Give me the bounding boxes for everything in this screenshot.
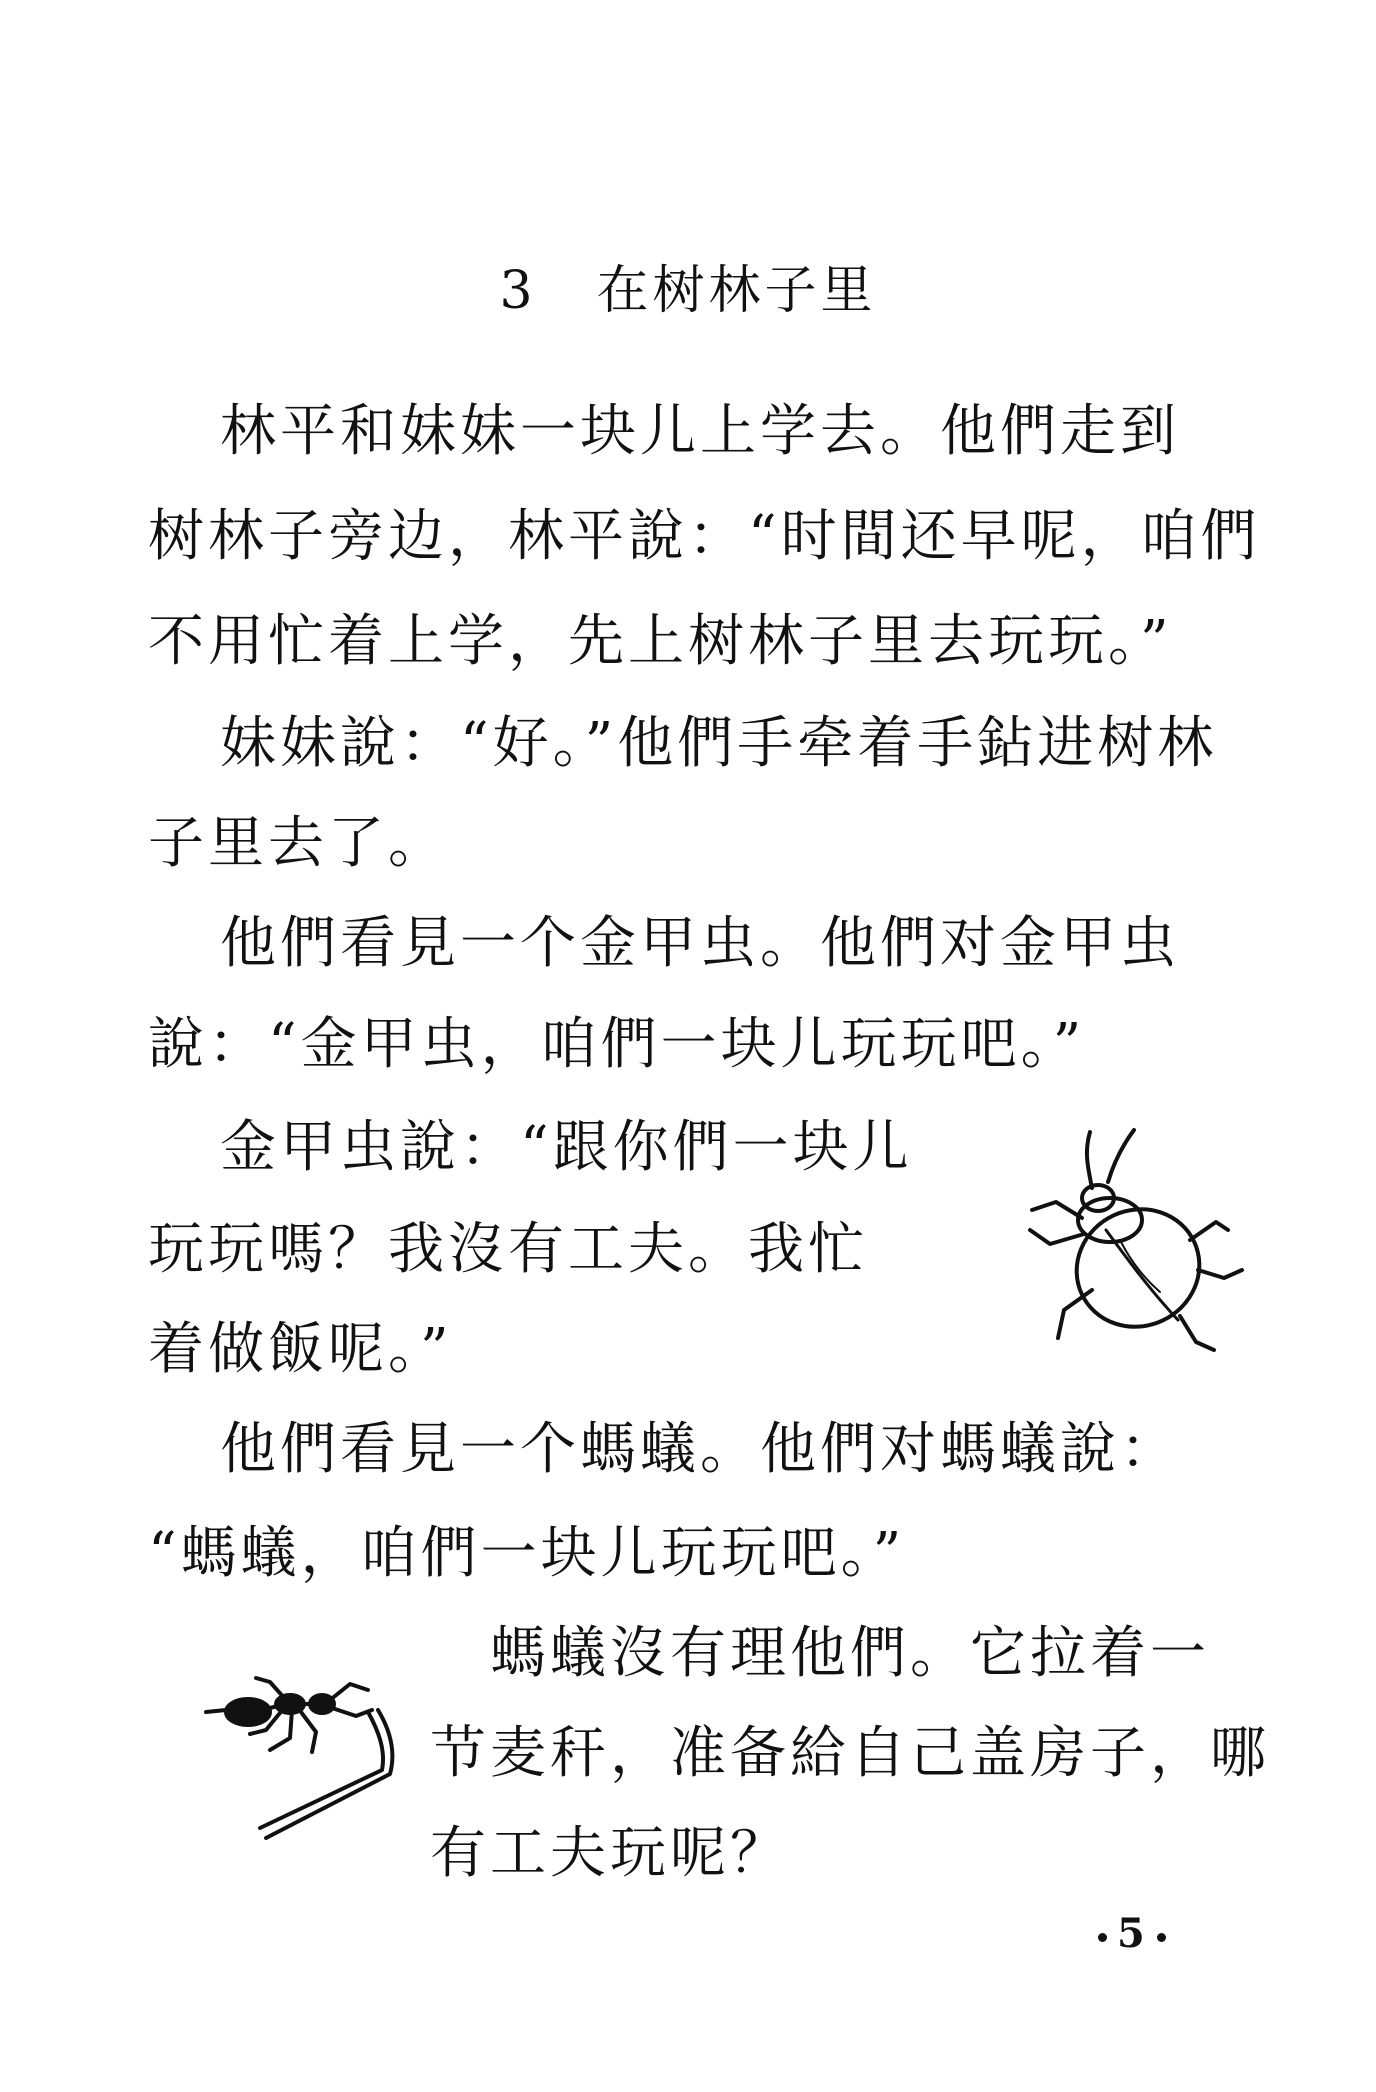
text-line: 林平和妹妹一块儿上学去。他們走到 <box>220 399 1180 464</box>
bullet-icon <box>1098 1933 1107 1942</box>
text-line: 妹妹說：“好。”他們手牵着手鉆进树林 <box>220 711 1218 776</box>
text-line: 节麦秆，准备給自己盖房子，哪 <box>430 1721 1270 1786</box>
text-line: 玩玩嗎？我沒有工夫。我忙 <box>148 1217 868 1282</box>
text-line: 子里去了。 <box>148 811 448 876</box>
bullet-icon <box>1157 1933 1166 1942</box>
beetle-illustration <box>1010 1110 1250 1360</box>
chapter-title-text: 在树林子里 <box>596 261 877 321</box>
text-line: 不用忙着上学，先上树林子里去玩玩。” <box>148 609 1173 674</box>
chapter-number: 3 <box>499 261 537 321</box>
text-line: 他們看見一个金甲虫。他們对金甲虫 <box>220 911 1180 976</box>
ant-with-straw-illustration <box>200 1660 420 1860</box>
text-line: 說：“金甲虫，咱們一块儿玩玩吧。” <box>148 1012 1086 1077</box>
page-number-text: 5 <box>1117 1910 1147 1957</box>
chapter-title <box>0 248 1376 323</box>
text-line: 金甲虫說：“跟你們一块儿 <box>220 1115 913 1180</box>
text-line: 着做飯呢。” <box>148 1317 453 1382</box>
text-line: 树林子旁边，林平說：“时間还早呢，咱們 <box>148 504 1261 569</box>
text-line: 螞蟻沒有理他們。它拉着一 <box>490 1621 1210 1686</box>
text-line: 有工夫玩呢？ <box>430 1821 790 1886</box>
text-line: “螞蟻，咱們一块儿玩玩吧。” <box>148 1521 906 1586</box>
text-line: 他們看見一个螞蟻。他們对螞蟻說： <box>220 1417 1180 1482</box>
page-number <box>1088 1910 1176 1957</box>
